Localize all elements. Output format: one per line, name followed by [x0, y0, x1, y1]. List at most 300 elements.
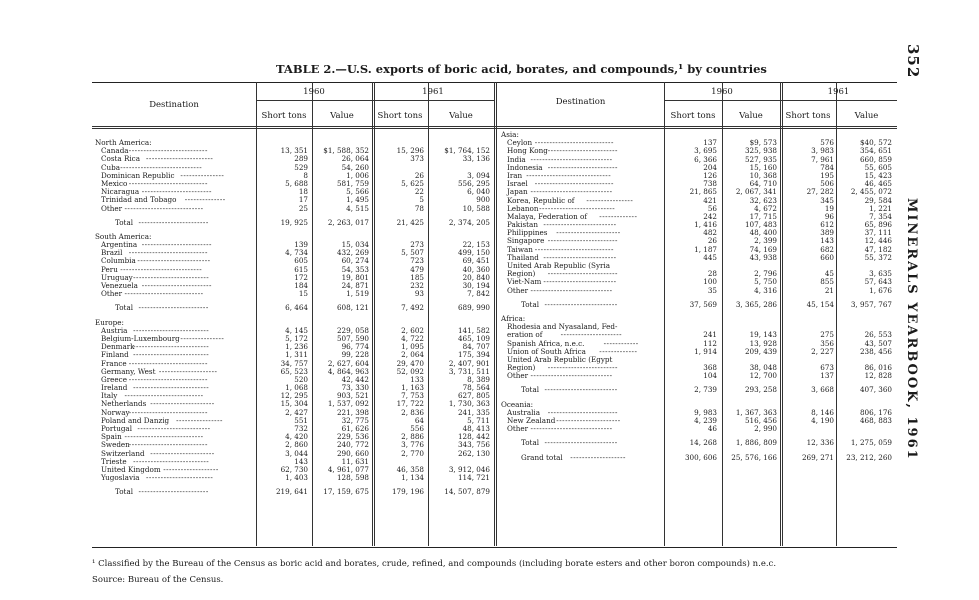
row-label: Argentina	[101, 240, 138, 250]
row-value: 54, 353	[341, 264, 369, 274]
table-row	[501, 372, 897, 380]
leader-dots: ---------------------------	[534, 138, 614, 148]
row-label: Nicaragua	[101, 187, 140, 197]
leader-dots: -------------------------	[543, 220, 617, 230]
row-value: 1, 519	[346, 289, 369, 299]
row-value: 2, 836	[401, 407, 424, 417]
leader-dots: --------------	[184, 195, 226, 205]
row-value: 4, 722	[401, 333, 424, 343]
row-value: 289	[294, 154, 308, 164]
row-value: 21, 865	[689, 187, 717, 197]
row-label: Austria	[101, 325, 128, 335]
leader-dots: ----------------------------	[530, 154, 613, 164]
row-value: 55, 372	[864, 252, 892, 262]
row-value: 238, 456	[859, 346, 892, 356]
leader-dots: ---------------------------	[124, 391, 204, 401]
row-value: 128, 598	[336, 473, 369, 483]
row-value: 1, 886, 809	[735, 438, 777, 448]
leader-dots: -----------------------------	[526, 170, 612, 180]
leader-dots: -----------------------	[146, 473, 214, 483]
table-row	[501, 454, 897, 462]
row-value: 38, 048	[749, 363, 777, 373]
row-value: 2, 067, 341	[735, 187, 777, 197]
row-value: 48, 400	[749, 228, 777, 238]
row-value: 3, 731, 511	[448, 366, 490, 376]
row-value: 172	[294, 272, 308, 282]
row-value: 615	[294, 264, 308, 274]
leader-dots: ------------------------	[141, 187, 212, 197]
row-value: 373	[410, 154, 424, 164]
leader-dots: -------------------	[163, 464, 219, 474]
row-label: United Arab Republic (Syria	[507, 261, 611, 270]
row-value: 21, 425	[396, 217, 424, 227]
row-value: 482	[703, 228, 717, 238]
row-value: 527, 935	[744, 154, 777, 164]
row-value: 5, 507	[401, 248, 424, 258]
row-value: 1, 163	[401, 383, 424, 393]
row-value: 273	[410, 240, 424, 250]
row-value: 738	[703, 179, 717, 189]
row-value: 141, 582	[457, 325, 490, 335]
leader-dots: --------------------------	[133, 383, 210, 393]
row-value: 576	[820, 138, 834, 148]
row-label: Spanish Africa, n.e.c.	[507, 338, 585, 348]
row-label: Taiwan	[507, 244, 533, 254]
row-value: 47, 182	[864, 244, 892, 254]
header-short-tons: Short tons	[261, 111, 307, 121]
row-label: Oceania:	[501, 399, 534, 409]
row-value: 1, 367, 363	[735, 407, 777, 417]
row-value: 1, 095	[401, 342, 424, 352]
row-value: 37, 111	[864, 228, 892, 238]
row-value: 15	[298, 289, 308, 299]
row-value: 35	[707, 285, 717, 295]
leader-dots: ----------------------------	[530, 424, 613, 434]
row-value: 9, 983	[694, 407, 717, 417]
row-label: Total	[115, 217, 134, 227]
table-row	[501, 439, 897, 447]
row-label: Other	[507, 285, 529, 295]
leader-dots: -------------	[599, 346, 638, 356]
row-value: 506	[820, 179, 834, 189]
row-label: Belgium-Luxembourg	[101, 333, 180, 343]
leader-dots: ----------------------------	[530, 285, 613, 295]
row-value: 10, 368	[749, 170, 777, 180]
row-value: 551	[294, 415, 308, 425]
row-value: 389	[820, 228, 834, 238]
row-value: 660, 859	[859, 154, 892, 164]
row-value: 32, 775	[341, 415, 369, 425]
header-value: Value	[449, 111, 473, 121]
header-rule	[664, 100, 897, 101]
header-value: Value	[330, 111, 354, 121]
leader-dots: ----------------------	[556, 416, 621, 425]
row-value: 4, 420	[285, 432, 308, 442]
row-value: 54, 260	[341, 162, 369, 172]
row-value: 4, 515	[346, 203, 369, 213]
row-value: 3, 983	[811, 146, 834, 156]
row-value: 13, 351	[280, 146, 308, 156]
row-value: 3, 776	[401, 440, 424, 450]
row-value: 2, 427	[285, 407, 308, 417]
row-value: 96, 774	[341, 342, 369, 352]
row-label: Union of South Africa	[507, 346, 586, 356]
row-label: Norway	[101, 407, 130, 417]
row-value: 114, 721	[457, 473, 490, 483]
table-row	[501, 301, 897, 309]
right-table-body	[501, 131, 897, 462]
row-label: Iran	[507, 170, 523, 180]
table-row	[501, 287, 897, 295]
leader-dots: ------------------------	[138, 487, 209, 497]
row-label: France	[101, 358, 127, 368]
row-value: 241	[703, 330, 717, 340]
row-value: 28	[707, 269, 717, 279]
row-value: 2, 455, 072	[850, 187, 892, 197]
row-value: 221, 398	[336, 407, 369, 417]
leader-dots: ---------------------------	[124, 203, 204, 213]
leader-dots: ----------------------	[150, 399, 215, 409]
row-value: 1, 537, 092	[327, 399, 369, 409]
row-value: 107, 483	[744, 220, 777, 230]
row-value: $40, 572	[859, 138, 892, 148]
row-value: 3, 668	[811, 385, 834, 395]
row-label: Grand total	[521, 452, 563, 462]
header-year-1961-right: 1961	[827, 87, 850, 97]
leader-dots: ---------------------------	[128, 178, 208, 188]
row-value: 12, 700	[749, 371, 777, 381]
row-label: Asia:	[501, 130, 519, 139]
row-value: 17, 715	[749, 211, 777, 221]
row-value: 673	[820, 363, 834, 373]
row-label: Lebanon	[507, 203, 539, 213]
row-value: 26, 553	[864, 330, 892, 340]
row-label: Total	[521, 438, 540, 448]
leader-dots: ----------------------	[150, 448, 215, 458]
row-value: 2, 739	[694, 385, 717, 395]
row-value: 3, 695	[694, 146, 717, 156]
row-label: Brazil	[101, 248, 123, 258]
row-label: Pakistan	[507, 220, 538, 230]
row-label: Africa:	[501, 313, 526, 323]
row-value: 133	[410, 374, 424, 384]
row-value: 5, 688	[285, 178, 308, 188]
table-row	[501, 386, 897, 394]
header-short-tons: Short tons	[377, 111, 423, 121]
header-year-1960-right: 1960	[711, 87, 733, 97]
row-value: $1, 588, 352	[323, 146, 369, 156]
row-value: 19	[824, 203, 834, 213]
table-row	[95, 474, 494, 482]
row-value: 1, 068	[285, 383, 308, 393]
row-value: 27, 282	[806, 187, 834, 197]
row-label: eration of	[507, 330, 543, 340]
row-value: 6, 040	[467, 187, 490, 197]
leader-dots: ---------------------------	[128, 407, 208, 417]
row-label: Total	[115, 487, 134, 497]
row-value: 42, 442	[341, 374, 369, 384]
row-value: 25, 576, 166	[731, 452, 777, 462]
row-label: Japan	[507, 187, 528, 197]
row-label: Dominican Republic	[101, 170, 175, 180]
row-label: Peru	[101, 264, 118, 274]
row-value: 7, 961	[811, 154, 834, 164]
row-value: 612	[820, 220, 834, 230]
row-label: Netherlands	[101, 399, 147, 409]
row-label: United Kingdom	[101, 464, 161, 474]
leader-dots: ------------------------	[138, 217, 209, 227]
row-value: 290, 660	[336, 448, 369, 458]
row-value: 8, 146	[811, 407, 834, 417]
row-value: 343, 756	[457, 440, 490, 450]
row-label: Switzerland	[101, 448, 145, 458]
row-value: 465, 109	[457, 333, 490, 343]
leader-dots: --------------------------	[133, 272, 210, 282]
row-value: $1, 764, 152	[444, 146, 490, 156]
row-label: United Arab Republic (Egypt	[507, 354, 613, 364]
row-value: 46	[707, 424, 717, 434]
leader-dots: ------------------------	[138, 303, 209, 313]
row-value: 62, 730	[280, 464, 308, 474]
row-value: 529	[294, 162, 308, 172]
leader-dots: ---------------	[180, 170, 225, 180]
row-value: 2, 064	[401, 350, 424, 360]
row-label: Uruguay	[101, 272, 133, 282]
leader-dots: ---------------------------	[128, 146, 208, 156]
footnote: ¹ Classified by the Bureau of the Census as boric acid and borates, crude, refined, and compounds (including borate esters and other boron compounds) n.e.c.	[92, 559, 777, 569]
row-value: 64	[414, 415, 424, 425]
row-value: 903, 521	[336, 391, 369, 401]
row-label: India	[507, 154, 526, 164]
row-value: 556	[410, 424, 424, 433]
row-value: 55, 605	[864, 162, 892, 172]
row-value: 24, 871	[341, 281, 369, 290]
row-value: 96	[824, 211, 834, 221]
row-value: 6, 464	[285, 303, 308, 313]
row-label: Ceylon	[507, 138, 533, 148]
row-value: 1, 187	[694, 244, 717, 254]
row-label: Poland and Danzig	[101, 415, 170, 425]
row-value: 4, 145	[285, 325, 308, 335]
header-destination-left: Destination	[149, 100, 199, 110]
row-value: 520	[294, 374, 308, 384]
row-value: 293, 258	[744, 385, 777, 395]
row-label: Indonesia	[507, 162, 543, 172]
header-destination-right: Destination	[555, 97, 606, 107]
row-value: 2, 602	[401, 325, 424, 335]
row-value: 23, 212, 260	[846, 452, 892, 462]
running-head: MINERALS YEARBOOK, 1961	[904, 198, 919, 461]
row-value: 137	[820, 371, 834, 381]
row-value: 516, 456	[744, 416, 777, 425]
row-label: Singapore	[507, 236, 545, 246]
row-value: 21	[824, 285, 834, 295]
row-value: 30, 194	[462, 281, 490, 290]
leader-dots: ------------------------	[547, 407, 618, 417]
row-value: 57, 643	[864, 277, 892, 287]
row-value: 660	[820, 252, 834, 262]
row-value: 78	[414, 203, 424, 213]
row-value: 12, 295	[280, 391, 308, 401]
row-value: 12, 446	[864, 236, 892, 246]
leader-dots: ------------------------	[547, 363, 618, 373]
header-rule	[256, 100, 494, 101]
row-value: 34, 757	[280, 358, 308, 368]
leader-dots: ---------------------------	[128, 374, 208, 384]
row-value: 1, 495	[346, 195, 369, 205]
row-value: 40, 360	[462, 264, 490, 274]
row-value: 93	[414, 289, 424, 299]
leader-dots: -------------------------	[543, 277, 617, 287]
table-row	[95, 488, 494, 496]
header-short-tons: Short tons	[785, 111, 831, 121]
row-value: 4, 672	[754, 203, 777, 213]
header-bottom-rule	[92, 126, 897, 129]
row-value: 262, 130	[457, 448, 490, 458]
row-value: 128, 442	[457, 432, 490, 442]
row-label: Trieste	[101, 456, 127, 466]
row-value: 17	[298, 195, 308, 205]
row-label: Finland	[101, 350, 129, 360]
row-value: 43, 507	[864, 338, 892, 348]
row-value: 195	[820, 170, 834, 180]
row-value: 15, 304	[280, 399, 308, 409]
leader-dots: ------------------------	[141, 281, 212, 290]
row-value: 86, 016	[864, 363, 892, 373]
page-number: 352	[904, 44, 922, 79]
row-label: Other	[101, 203, 123, 213]
row-value: 2, 399	[754, 236, 777, 246]
leader-dots: --------------------------	[133, 456, 210, 466]
row-value: 2, 227	[811, 346, 834, 356]
leader-dots: ----------------	[586, 195, 634, 205]
row-value: 4, 190	[811, 416, 834, 425]
row-value: 1, 730, 363	[448, 399, 490, 409]
row-value: 18	[298, 187, 308, 197]
row-value: 22	[414, 187, 424, 197]
row-label: Portugal	[101, 424, 133, 433]
row-value: 2, 860	[285, 440, 308, 450]
row-label: Rhodesia and Nyasaland, Fed-	[507, 322, 618, 332]
row-value: 8	[303, 170, 308, 180]
row-value: 43, 938	[749, 252, 777, 262]
header-value: Value	[854, 111, 879, 121]
row-value: 3, 094	[467, 170, 490, 180]
row-label: Other	[507, 371, 529, 381]
leader-dots: ----------------------------	[530, 187, 613, 197]
row-value: 2, 770	[401, 448, 424, 458]
row-value: 13, 928	[749, 338, 777, 348]
row-value: 1, 275, 059	[850, 438, 892, 448]
leader-dots: ----------------------	[556, 228, 621, 238]
row-label: New Zealand	[507, 416, 556, 425]
center-rule	[494, 82, 497, 546]
row-value: 1, 221	[869, 203, 892, 213]
row-value: 26, 064	[341, 154, 369, 164]
row-value: 1, 134	[401, 473, 424, 483]
leader-dots: -------------------	[570, 452, 626, 462]
row-value: 784	[820, 162, 834, 172]
row-label: Italy	[101, 391, 118, 401]
row-value: 45	[824, 269, 834, 279]
row-value: 432, 269	[336, 248, 369, 258]
row-value: 7, 354	[869, 211, 892, 221]
leader-dots: ---------------------------	[534, 179, 614, 189]
table-row	[501, 425, 897, 433]
row-value: 6, 366	[694, 154, 717, 164]
row-value: 7, 492	[401, 303, 424, 313]
row-value: 5, 566	[346, 187, 369, 197]
row-label: Greece	[101, 374, 127, 384]
leader-dots: -------------------------	[544, 385, 618, 395]
row-value: 12, 828	[864, 371, 892, 381]
leader-dots: ------------------------	[547, 236, 618, 246]
row-value: 19, 143	[749, 330, 777, 340]
row-value: 11, 631	[341, 456, 369, 466]
leader-dots: ---------------------------	[128, 248, 208, 258]
row-value: 356	[820, 338, 834, 348]
row-value: 209, 439	[744, 346, 777, 356]
leader-dots: ------------------------	[141, 240, 212, 250]
row-value: 499, 150	[457, 248, 490, 258]
leader-dots: ---------------------------	[128, 358, 208, 368]
row-label: Philippines	[507, 228, 548, 238]
header-short-tons: Short tons	[670, 111, 716, 121]
row-value: 78, 564	[462, 383, 490, 393]
row-value: 5, 625	[401, 178, 424, 188]
row-value: 184	[294, 281, 308, 290]
row-value: 1, 236	[285, 342, 308, 352]
row-value: 7, 842	[467, 289, 490, 299]
row-value: 325, 938	[744, 146, 777, 156]
row-value: 143	[820, 236, 834, 246]
table-row	[95, 219, 494, 227]
row-value: 2, 374, 205	[448, 217, 490, 227]
row-value: 627, 805	[457, 391, 490, 401]
row-label: South America:	[95, 231, 152, 241]
row-label: Denmark	[101, 342, 135, 352]
row-value: 229, 536	[336, 432, 369, 442]
leader-dots: --------------------------	[133, 350, 210, 360]
row-value: 137	[703, 138, 717, 148]
leader-dots: -------------------------	[544, 438, 618, 448]
leader-dots: -------------------------	[137, 256, 211, 266]
row-label: Canada	[101, 146, 129, 156]
leader-dots: --------------------------	[539, 203, 616, 213]
row-value: 69, 451	[462, 256, 490, 266]
leader-dots: -------------------------	[544, 299, 618, 309]
row-value: 100	[703, 277, 717, 287]
leader-dots: -------------	[599, 211, 638, 221]
leader-dots: ----------------------------	[120, 264, 203, 274]
row-value: 46, 358	[396, 464, 424, 474]
leader-dots: ----------------------------	[120, 162, 203, 172]
header-year-1961-left: 1961	[422, 87, 444, 97]
row-value: 232	[410, 281, 424, 290]
row-value: 12, 336	[806, 438, 834, 448]
row-value: 1, 676	[869, 285, 892, 295]
row-value: 269, 271	[801, 452, 834, 462]
row-value: 407, 360	[859, 385, 892, 395]
leader-dots: -----------------------	[146, 154, 214, 164]
row-value: 1, 403	[285, 473, 308, 483]
row-value: 689, 990	[457, 303, 490, 313]
row-value: 56	[707, 203, 717, 213]
leader-dots: ----------------------------	[530, 371, 613, 381]
row-value: 3, 635	[869, 269, 892, 279]
row-value: 4, 864, 963	[327, 366, 369, 376]
leader-dots: --------------------------	[133, 325, 210, 335]
